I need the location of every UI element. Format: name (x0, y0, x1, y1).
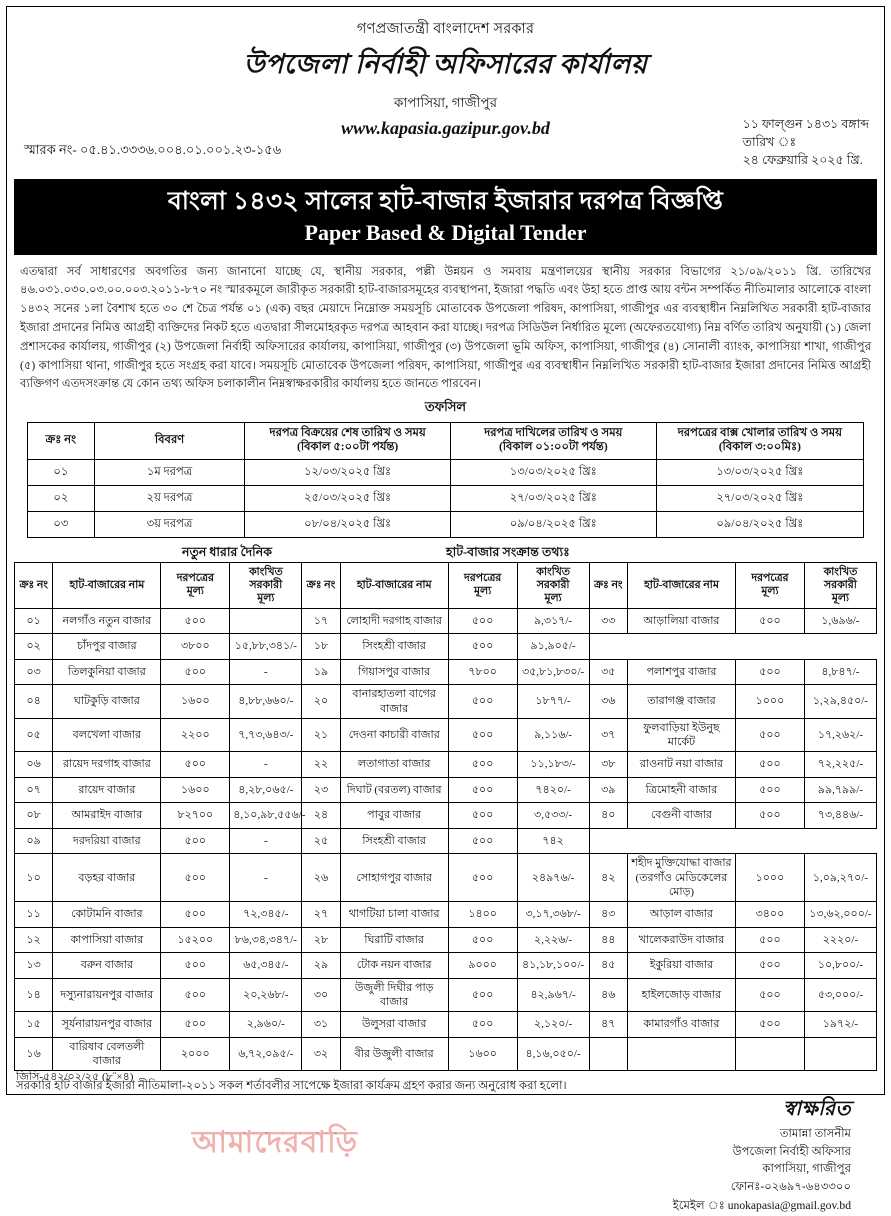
cell-govt-price: ৭২,২২৫/- (804, 752, 876, 778)
cell-market-name: ফুলবাড়িয়া ইউনুছ মার্কেট (627, 718, 735, 752)
cell-description: ১ম দরপত্র (94, 459, 244, 485)
cell-govt-price: ১৩,৬২,০০০/- (804, 902, 876, 928)
notice-body-paragraph: এতদ্বারা সর্ব সাধারণের অবগতির জন্য জানানো যাচ্ছে যে, স্থানীয় সরকার, পল্লী উন্নয়ন ও সমবায় মন্ত্রণালয়ের স্থানীয় সরকার বিভাগের ২১/০৯/২০১১ খ্রি. তারিখের ৪৬.০৩১.০৩০.০৩.০০.০০৩.২০১১-৮৭০ নং স্মারকমূলে জারীকৃত সরকারী হাট-বাজারসমূহের ব্যবস্থাপনা, ইজারা পদ্ধতি এবং উহা হতে প্রাপ্ত আয় বন্টন সম্পর্কিত নীতিমালার আলোকে বাংলা ১৪৩২ সনের ১লা বৈশাখ হতে ৩০ শে চৈত্র পর্যন্ত ০১ (এক) বছর মেয়াদে নিম্নোক্ত সময়সূচি মোতাবেক উপজেলা পরিষদ, কাপাসিয়া, গাজীপুর এর ব্যবস্থাধীন নিম্নলিখিত সরকারী হাট-বাজার ইজারা প্রদানের নিমিত্ত আগ্রহী ব্যক্তিদের নিকট হতে এতদ্বারা সীলমোহরকৃত দরপত্র আহবান করা যাচ্ছে। দরপত্র সিডিউল নির্ধারিত মূল্যে (অফেরতযোগ্য) নিম্ন বর্ণিত তারিখ অনুযায়ী (১) জেলা প্রশাসকের কার্যালয়, গাজীপুর (২) উপজেলা নির্বাহী অফিসারের কার্যালয়, কাপাসিয়া, গাজীপুর (৩) উপজেলা ভূমি অফিস, কাপাসিয়া, গাজীপুর (৪) সোনালী ব্যাংক, কাপাসিয়া শাখা, গাজীপুর (৫) কাপাসিয়া থানা, গাজীপুর হতে সংগ্রহ করা যাবে। সময়সূচি মোতাবেক উপজেলা পরিষদ, কাপাসিয়া, গাজীপুর এর ব্যবস্থাধীন নিম্নলিখিত সরকারী হাট-বাজার ইজারা প্রদানের নিমিত্ত আগ্রহী ব্যক্তিগণ এতদসংক্রান্ত যে কোন তথ্য অফিস চলাকালীন নিম্নস্বাক্ষরকারীর কার্যালয় হতে জানতে পারবেন। (20, 264, 871, 391)
cell-opening: ২৭/০৩/২০২৫ খ্রিঃ (656, 485, 863, 511)
cell-serial: ৩৯ (589, 777, 627, 803)
date-english: ২৪ ফেব্রুয়ারি ২০২৫ খ্রি. (742, 153, 863, 168)
table-row (15, 927, 877, 953)
cell-govt-price: ২,২২৬/- (517, 927, 589, 953)
cell-market-name: চাঁদপুর বাজার (53, 634, 161, 660)
cell-govt-price: ১০,৮০০/- (804, 953, 876, 979)
cell-govt-price: ৯,১১৬/- (517, 718, 589, 752)
table-row (15, 902, 877, 928)
cell-tender-price: ৫০০ (161, 902, 230, 928)
cell-govt-price: ১,০৯,২৭০/- (804, 854, 876, 902)
cell-govt-price: ৩,৫৩৩/- (517, 803, 589, 829)
cell-tender-price: ৫০০ (448, 685, 517, 719)
cell-market-name: সোহাগপুর বাজার (340, 854, 448, 902)
schedule-col-description: বিবরণ (94, 423, 244, 460)
cell-market-name: বানারহাতলা বাগের বাজার (340, 685, 448, 719)
schedule-heading: তফসিল (424, 399, 467, 415)
cell-serial: ২০ (302, 685, 340, 719)
table-row (15, 803, 877, 829)
table-row (27, 511, 863, 537)
cell-tender-price: ৫০০ (448, 803, 517, 829)
cell-govt-price: ১,২৯,৪৫০/- (804, 685, 876, 719)
cell-market-name: হাইলজোড় বাজার (627, 978, 735, 1012)
cell-tender-price: ৫০০ (161, 659, 230, 685)
cell-market-name: লোহাদী দরগাহ বাজার (340, 608, 448, 634)
table-row (15, 978, 877, 1012)
newspaper-label: নতুন ধারার দৈনিক (182, 544, 272, 559)
cell-tender-price: ৫০০ (735, 718, 804, 752)
cell-tender-price: ৫০০ (161, 953, 230, 979)
cell-serial: ৪৩ (589, 902, 627, 928)
cell-govt-price: ৯,৩১৭/- (517, 608, 589, 634)
date-block (743, 115, 869, 169)
cell-serial: ০৭ (15, 777, 53, 803)
cell-market-name: নলগাঁও নতুন বাজার (53, 608, 161, 634)
cell-serial: ৩৩ (589, 608, 627, 634)
cell-market-name: দিঘাট (বরতল) বাজার (340, 777, 448, 803)
banner-title-bangla: বাংলা ১৪৩২ সালের হাট-বাজার ইজারার দরপত্র বিজ্ঞপ্তি (167, 188, 724, 216)
cell-tender-price: ৫০০ (161, 828, 230, 854)
cell-tender-price (735, 1037, 804, 1071)
schedule-col-opening: দরপত্রের বাক্স খোলার তারিখ ও সময় (বিকাল ৩:০০মিঃ) (656, 423, 863, 460)
cell-tender-price: ৫০০ (735, 953, 804, 979)
cell-serial: ৪০ (589, 803, 627, 829)
cell-govt-price: ১৭,২৬২/- (804, 718, 876, 752)
cell-market-name: আমরাইদ বাজার (53, 803, 161, 829)
table-row (15, 685, 877, 719)
cell-market-name: রাওনাট নয়া বাজার (627, 752, 735, 778)
cell-serial: ২৬ (302, 854, 340, 902)
table-row (15, 854, 877, 902)
signatory-phone: ফোনঃ-০২৬৯৭-৬৪৩৩০০ (730, 1179, 851, 1193)
cell-tender-price: ১৪০০ (448, 902, 517, 928)
cell-market-name: সিংহশ্রী বাজার (340, 828, 448, 854)
cell-opening: ০৯/০৪/২০২৫ খ্রিঃ (656, 511, 863, 537)
office-location: কাপাসিয়া, গাজীপুর (393, 95, 498, 110)
cell-govt-price: - (230, 659, 302, 685)
cell-tender-price: ২০০০ (161, 1037, 230, 1071)
markets-header-row (15, 562, 877, 608)
markets-col-price-3: দরপত্রের মূল্য (735, 562, 804, 608)
cell-market-name: দস্যুনারায়নপুর বাজার (53, 978, 161, 1012)
cell-market-name: কোটামনি বাজার (53, 902, 161, 928)
cell-serial: ৪৪ (589, 927, 627, 953)
markets-col-serial-1: ক্রঃ নং (15, 562, 53, 608)
cell-market-name: কাপাসিয়া বাজার (53, 927, 161, 953)
cell-govt-price: ১,৬৯৬/- (804, 608, 876, 634)
cell-market-name: টোক নয়ন বাজার (340, 953, 448, 979)
cell-tender-price: ১৬০০ (161, 777, 230, 803)
cell-tender-price: ৫০০ (735, 608, 804, 634)
cell-sale-deadline: ১২/০৩/২০২৫ খ্রিঃ (245, 459, 451, 485)
cell-market-name: গিয়াসপুর বাজার (340, 659, 448, 685)
cell-serial: ২৯ (302, 953, 340, 979)
cell-govt-price: ২০,২৬৮/- (230, 978, 302, 1012)
cell-description: ৩য় দরপত্র (94, 511, 244, 537)
cell-sale-deadline: ০৮/০৪/২০২৫ খ্রিঃ (245, 511, 451, 537)
markets-col-name-3: হাট-বাজারের নাম (627, 562, 735, 608)
cell-tender-price: ৫০০ (448, 927, 517, 953)
schedule-col-sale-deadline: দরপত্র বিক্রয়ের শেষ তারিখ ও সময় (বিকাল ৫:০০টা পর্যন্ত) (245, 423, 451, 460)
cell-serial: ০৪ (15, 685, 53, 719)
cell-market-name: পলাশপুর বাজার (627, 659, 735, 685)
tender-banner (14, 179, 877, 254)
cell-market-name: উজুলী দিঘীর পাড় বাজার (340, 978, 448, 1012)
cell-tender-price: ৫০০ (735, 752, 804, 778)
cell-serial: ২৮ (302, 927, 340, 953)
cell-market-name: ঘিরাটি বাজার (340, 927, 448, 953)
cell-tender-price: ৫০০ (735, 978, 804, 1012)
cell-market-name: বড়হর বাজার (53, 854, 161, 902)
footer-note: সরকারি হাট বাজার ইজারা নীতিমালা-২০১১ সকল শর্তাবলীর সাপেক্ষে ইজারা কার্যক্রম গ্রহণ করার জন্য অনুরোধ করা হলো। (16, 1079, 567, 1093)
date-bangla: ১১ ফাল্গুন ১৪৩১ বঙ্গাব্দ (742, 117, 869, 131)
cell-tender-price: ৫০০ (161, 1012, 230, 1038)
cell-tender-price: ৫০০ (448, 978, 517, 1012)
cell-serial: ২৩ (302, 777, 340, 803)
table-row (15, 953, 877, 979)
cell-market-name: সিংহশ্রী বাজার (340, 634, 448, 660)
cell-govt-price: ৭৪২০/- (517, 777, 589, 803)
cell-tender-price: ৭৮০০ (448, 659, 517, 685)
cell-govt-price: ৪,১০,৯৮,৫৫৬/- (230, 803, 302, 829)
cell-serial: ১০ (15, 854, 53, 902)
cell-market-name: বেগুনী বাজার (627, 803, 735, 829)
cell-serial: ৩২ (302, 1037, 340, 1071)
cell-govt-price: - (230, 828, 302, 854)
cell-govt-price: ৭৩,৪৪৬/- (804, 803, 876, 829)
markets-body (15, 608, 877, 1071)
markets-col-price-1: দরপত্রের মূল্য (161, 562, 230, 608)
cell-tender-price: ৫০০ (161, 752, 230, 778)
cell-serial: ০৩ (27, 511, 94, 537)
schedule-col-serial: ক্রঃ নং (27, 423, 94, 460)
markets-table (14, 562, 877, 1072)
cell-market-name: থাগটিয়া চালা বাজার (340, 902, 448, 928)
signatory-designation: উপজেলা নির্বাহী অফিসার (732, 1144, 851, 1158)
cell-tender-price: ১৫২০০ (161, 927, 230, 953)
table-row (15, 1037, 877, 1071)
cell-tender-price: ৫০০ (448, 854, 517, 902)
cell-tender-price: ৫০০ (735, 777, 804, 803)
cell-serial: ১৩ (15, 953, 53, 979)
cell-govt-price: ৭৪২ (517, 828, 589, 854)
table-row (15, 777, 877, 803)
cell-tender-price: ১৬০০ (161, 685, 230, 719)
watermark-text: আমাদেরবাড়ি (192, 1125, 359, 1159)
cell-tender-price: ৫০০ (735, 1012, 804, 1038)
cell-serial: ১৪ (15, 978, 53, 1012)
cell-submission: ২৭/০৩/২০২৫ খ্রিঃ (450, 485, 656, 511)
cell-tender-price: ৩৮০০ (161, 634, 230, 660)
website-url[interactable]: www.kapasia.gazipur.gov.bd (341, 118, 550, 138)
signatory-name: তামান্না তাসনীম (779, 1127, 851, 1141)
cell-serial: ১১ (15, 902, 53, 928)
cell-govt-price: ৬৫,৩৪৫/- (230, 953, 302, 979)
markets-info-label: হাট-বাজার সংক্রান্ত তথ্যঃ (446, 544, 570, 559)
signatory-email[interactable]: ইমেইল ঃ unokapasia@gmail.gov.bd (672, 1199, 851, 1213)
cell-tender-price: ৫০০ (161, 854, 230, 902)
cell-govt-price: ৪,৮৪৭/- (804, 659, 876, 685)
cell-serial: ১২ (15, 927, 53, 953)
banner-title-english: Paper Based & Digital Tender (304, 219, 587, 245)
cell-govt-price: ৪,৮৮,৬৬০/- (230, 685, 302, 719)
cell-tender-price: ৩৪০০ (735, 902, 804, 928)
signature-block (14, 1094, 877, 1195)
cell-tender-price: ৫০০ (735, 803, 804, 829)
cell-tender-price: ৯০০০ (448, 953, 517, 979)
cell-tender-price: ১৬০০ (448, 1037, 517, 1071)
cell-serial: ৩১ (302, 1012, 340, 1038)
cell-market-name: রায়েদ বাজার (53, 777, 161, 803)
cell-market-name: কামারগাঁও বাজার (627, 1012, 735, 1038)
table-row (15, 1012, 877, 1038)
cell-serial: ২১ (302, 718, 340, 752)
cell-tender-price: ১০০০ (735, 685, 804, 719)
cell-tender-price: ৫০০ (448, 718, 517, 752)
cell-serial: ২৫ (302, 828, 340, 854)
markets-col-govt-2: কাংখিত সরকারী মূল্য (517, 562, 589, 608)
markets-col-govt-1: কাংখিত সরকারী মূল্য (230, 562, 302, 608)
cell-serial: ১৯ (302, 659, 340, 685)
cell-market-name: দরদরিয়া বাজার (53, 828, 161, 854)
cell-serial: ১৫ (15, 1012, 53, 1038)
cell-serial: ০৯ (15, 828, 53, 854)
cell-serial (589, 1037, 627, 1071)
cell-serial: ৪৭ (589, 1012, 627, 1038)
cell-govt-price: - (230, 854, 302, 902)
cell-tender-price: ৫০০ (448, 608, 517, 634)
cell-opening: ১৩/০৩/২০২৫ খ্রিঃ (656, 459, 863, 485)
markets-col-name-2: হাট-বাজারের নাম (340, 562, 448, 608)
cell-market-name: তারাগঞ্জ বাজার (627, 685, 735, 719)
markets-col-govt-3: কাংখিত সরকারী মূল্য (804, 562, 876, 608)
cell-govt-price: ৪,২৮,০৬৫/- (230, 777, 302, 803)
table-row (15, 634, 877, 660)
markets-col-price-2: দরপত্রের মূল্য (448, 562, 517, 608)
cell-serial: ৪২ (589, 854, 627, 902)
cell-govt-price: - (230, 752, 302, 778)
cell-govt-price (230, 608, 302, 634)
table-row (15, 659, 877, 685)
cell-tender-price: ৫০০ (735, 659, 804, 685)
cell-serial: ২৭ (302, 902, 340, 928)
cell-market-name: ঘাটকুড়ি বাজার (53, 685, 161, 719)
cell-market-name: তিলকুনিয়া বাজার (53, 659, 161, 685)
markets-col-serial-3: ক্রঃ নং (589, 562, 627, 608)
cell-serial: ০৩ (15, 659, 53, 685)
cell-market-name: দেওনা কাচারী বাজার (340, 718, 448, 752)
cell-market-name: বরুন বাজার (53, 953, 161, 979)
schedule-table (27, 422, 864, 538)
signature-script: স্বাক্ষরিত (783, 1098, 851, 1121)
cell-govt-price: ৬,৭২,০৯৫/- (230, 1037, 302, 1071)
cell-market-name: ত্রিমোহনী বাজার (627, 777, 735, 803)
cell-serial: ০১ (27, 459, 94, 485)
cell-serial: ১৬ (15, 1037, 53, 1071)
cell-tender-price: ৫০০ (161, 978, 230, 1012)
cell-market-name: বীর উজুলী বাজার (340, 1037, 448, 1071)
cell-tender-price: ১০০০ (735, 854, 804, 902)
cell-govt-price: ৪২,৯৬৭/- (517, 978, 589, 1012)
cell-serial: ২২ (302, 752, 340, 778)
table-row (27, 485, 863, 511)
cell-tender-price: ৫০০ (448, 777, 517, 803)
schedule-header-row (27, 423, 863, 460)
cell-govt-price: ২৪৯৭৬/- (517, 854, 589, 902)
signatory-office: কাপাসিয়া, গাজীপুর (762, 1162, 851, 1176)
cell-submission: ০৯/০৪/২০২৫ খ্রিঃ (450, 511, 656, 537)
table-row (15, 608, 877, 634)
cell-govt-price: ১৯৭২/- (804, 1012, 876, 1038)
cell-serial: ০৬ (15, 752, 53, 778)
cell-market-name: বলখেলা বাজার (53, 718, 161, 752)
cell-govt-price: ৫৩,০০০/- (804, 978, 876, 1012)
date-label: তারিখ ঃ (742, 135, 797, 150)
cell-govt-price: ৩,১৭,৩৬৮/- (517, 902, 589, 928)
cell-serial: ২৪ (302, 803, 340, 829)
cell-market-name: আড়াল বাজার (627, 902, 735, 928)
cell-market-name: উলুসরা বাজার (340, 1012, 448, 1038)
cell-market-name: শহীদ মুক্তিযোদ্ধা বাজার (তরগাঁও মেডিকেলের মোড়) (627, 854, 735, 902)
cell-market-name: রায়েদ দরগাহ বাজার (53, 752, 161, 778)
cell-serial: ৩৭ (589, 718, 627, 752)
cell-tender-price: ৫০০ (735, 927, 804, 953)
cell-market-name: পাবুর বাজার (340, 803, 448, 829)
memo-number: স্মারক নং- ০৫.৪১.৩৩৩৬.০০৪.০১.০০১.২৩-১৫৬ (24, 142, 282, 157)
cell-govt-price: ৩৫,৮১,৮৩০/- (517, 659, 589, 685)
table-row (27, 459, 863, 485)
cell-serial: ৩০ (302, 978, 340, 1012)
office-title: উপজেলা নির্বাহী অফিসারের কার্যালয় (243, 49, 648, 79)
cell-serial: ০১ (15, 608, 53, 634)
sub-captions (14, 544, 877, 561)
publication-code: জিসি-৫৪২/০২/২৫ (৮˝×৪) (16, 1071, 134, 1083)
cell-govt-price: ৭২,৩৪৫/- (230, 902, 302, 928)
schedule-body (27, 459, 863, 537)
cell-serial: ৩৫ (589, 659, 627, 685)
cell-tender-price: ৫০০ (448, 634, 517, 660)
cell-serial: ৩৮ (589, 752, 627, 778)
cell-govt-price: ১১,১৮৩/- (517, 752, 589, 778)
table-row (15, 718, 877, 752)
cell-description: ২য় দরপত্র (94, 485, 244, 511)
cell-serial: ০৫ (15, 718, 53, 752)
cell-market-name: আড়ালিয়া বাজার (627, 608, 735, 634)
cell-govt-price: ৮৬,৩৪,৩৪৭/- (230, 927, 302, 953)
cell-serial: ৪৫ (589, 953, 627, 979)
table-row (15, 828, 877, 854)
cell-govt-price (804, 1037, 876, 1071)
table-row (15, 752, 877, 778)
cell-tender-price: ৮২৭০০ (161, 803, 230, 829)
cell-govt-price: ২,৯৬০/- (230, 1012, 302, 1038)
cell-govt-price: ৪১,১৮,১০০/- (517, 953, 589, 979)
cell-govt-price: ৯১,৯০৫/- (517, 634, 589, 660)
schedule-col-submission: দরপত্র দাখিলের তারিখ ও সময় (বিকাল ০১:০০টা পর্যন্ত) (450, 423, 656, 460)
cell-market-name: সূর্যনারায়নপুর বাজার (53, 1012, 161, 1038)
cell-tender-price: ৫০০ (448, 1012, 517, 1038)
government-line: গণপ্রজাতন্ত্রী বাংলাদেশ সরকার (356, 21, 535, 37)
cell-govt-price: ১৫,৮৮,৩৪১/- (230, 634, 302, 660)
cell-market-name: বারিষাব বেলতলী বাজার (53, 1037, 161, 1071)
cell-tender-price: ৫০০ (161, 608, 230, 634)
cell-govt-price: ২২২০/- (804, 927, 876, 953)
cell-govt-price: ৯৯,৭৯৯/- (804, 777, 876, 803)
cell-submission: ১৩/০৩/২০২৫ খ্রিঃ (450, 459, 656, 485)
cell-serial: ০৮ (15, 803, 53, 829)
cell-serial: ৩৬ (589, 685, 627, 719)
cell-tender-price: ২২০০ (161, 718, 230, 752)
cell-govt-price: ১৮৭৭/- (517, 685, 589, 719)
cell-serial: ৪৬ (589, 978, 627, 1012)
cell-tender-price: ৫০০ (448, 752, 517, 778)
cell-market-name: ইকুরিয়া বাজার (627, 953, 735, 979)
cell-serial: ১৮ (302, 634, 340, 660)
cell-market-name: খালেকরাউদ বাজার (627, 927, 735, 953)
cell-govt-price: ২,১২০/- (517, 1012, 589, 1038)
cell-sale-deadline: ২৫/০৩/২০২৫ খ্রিঃ (245, 485, 451, 511)
cell-tender-price: ৫০০ (448, 828, 517, 854)
cell-govt-price: ৪,১৬,০৫০/- (517, 1037, 589, 1071)
markets-col-name-1: হাট-বাজারের নাম (53, 562, 161, 608)
cell-market-name: লতাগাতা বাজার (340, 752, 448, 778)
cell-govt-price: ৭,৭৩,৬৪৩/- (230, 718, 302, 752)
cell-serial: ০২ (27, 485, 94, 511)
cell-serial: ০২ (15, 634, 53, 660)
markets-col-serial-2: ক্রঃ নং (302, 562, 340, 608)
cell-market-name (627, 1037, 735, 1071)
cell-serial: ১৭ (302, 608, 340, 634)
